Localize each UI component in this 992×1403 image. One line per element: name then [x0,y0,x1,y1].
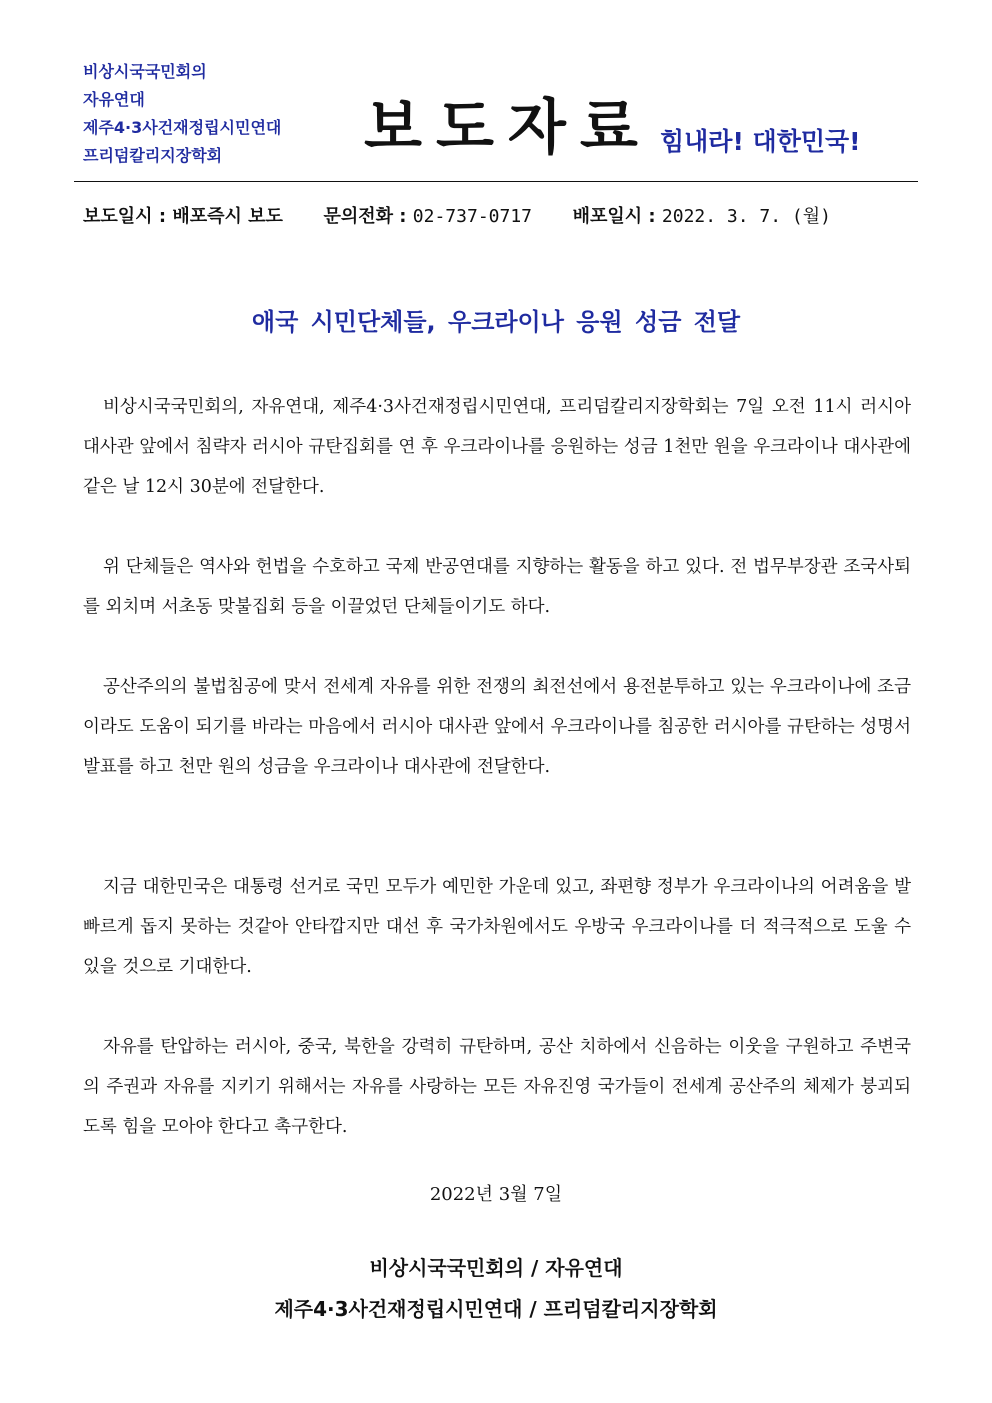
release-time-value: 배포즉시 보도 [172,206,283,227]
slogan: 힘내라! 대한민국! [660,127,861,156]
organization-name: 프리덤칼리지장학회 [83,146,223,165]
distribution-date-value: 2022. 3. 7. (월) [661,206,831,227]
release-info-bar [83,202,831,228]
body-paragraph: 자유를 탄압하는 러시아, 중국, 북한을 강력히 규탄하며, 공산 치하에서 신음하는 이웃을 구원하고 주변국의 주권과 자유를 지키기 위해서는 자유를 사랑하는 모든 자유진영 국가들이 전세계 공산주의 체제가 붕괴되도록 힘을 모아야 한다고 촉구한다. [83,1037,911,1137]
organization-name: 자유연대 [83,90,145,109]
headline: 애국 시민단체들, 우크라이나 응원 성금 전달 [251,308,741,336]
contact-phone-value: 02-737-0717 [412,206,533,227]
distribution-date-label: 배포일시 : [572,206,656,227]
document-title: 보도자료 [364,93,652,163]
document-date: 2022년 3월 7일 [429,1184,563,1205]
organization-name: 비상시국국민회의 [83,62,207,81]
body-paragraph: 공산주의의 불법침공에 맞서 전세계 자유를 위한 전쟁의 최전선에서 용전분투하고 있는 우크라이나에 조금이라도 도움이 되기를 바라는 마음에서 러시아 대사관 앞에서 우크라이나를 침공한 러시아를 규탄하는 성명서 발표를 하고 천만 원의 성금을 우크라이나 대사관에 전달한다. [83,677,911,777]
contact-phone-label: 문의전화 : [323,206,407,227]
body-paragraph: 위 단체들은 역사와 헌법을 수호하고 국제 반공연대를 지향하는 활동을 하고 있다. 전 법무부장관 조국사퇴를 외치며 서초동 맞불집회 등을 이끌었던 단체들이기도 하다. [83,557,911,617]
header-divider [74,181,918,182]
organization-list [83,58,281,170]
signature-line: 비상시국국민회의 / 자유연대 [369,1256,623,1280]
body-paragraph: 비상시국국민회의, 자유연대, 제주4·3사건재정립시민연대, 프리덤칼리지장학회는 7일 오전 11시 러시아 대사관 앞에서 침략자 러시아 규탄집회를 연 후 우크라이나를 응원하는 성금 1천만 원을 우크라이나 대사관에 같은 날 12시 30분에 전달한다. [83,397,911,497]
signature-line: 제주4·3사건재정립시민연대 / 프리덤칼리지장학회 [274,1297,718,1321]
body-paragraph: 지금 대한민국은 대통령 선거로 국민 모두가 예민한 가운데 있고, 좌편향 정부가 우크라이나의 어려움을 발빠르게 돕지 못하는 것같아 안타깝지만 대선 후 국가차원에서도 우방국 우크라이나를 더 적극적으로 도울 수 있을 것으로 기대한다. [83,877,911,977]
organization-name: 제주4·3사건재정립시민연대 [83,118,282,137]
release-time-label: 보도일시 : [83,206,167,227]
